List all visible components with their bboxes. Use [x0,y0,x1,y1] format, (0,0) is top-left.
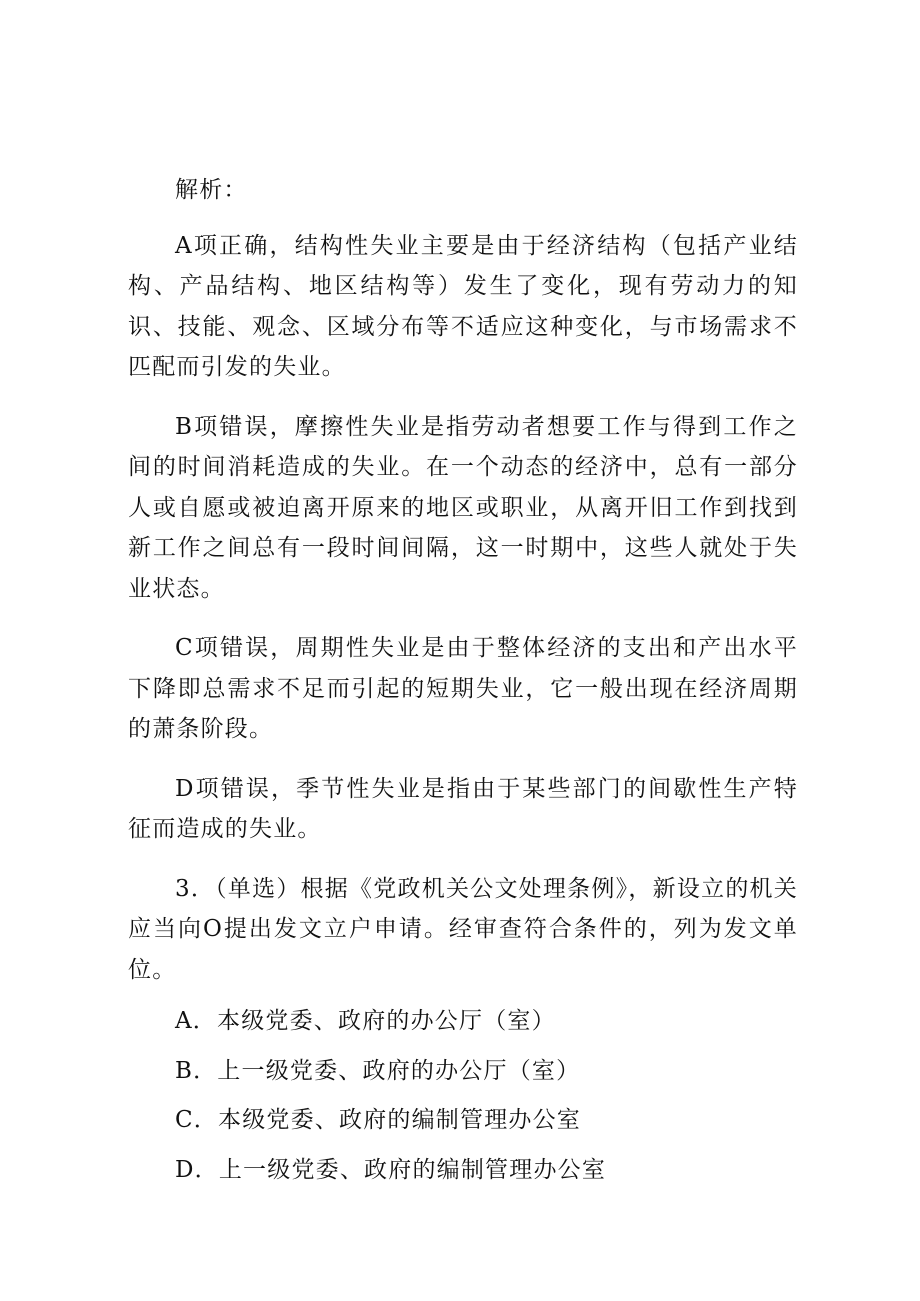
analysis-option-c: C项错误，周期性失业是由于整体经济的支出和产出水平下降即总需求不足而引起的短期失业，它一般出现在经济周期的萧条阶段。 [128,635,798,742]
analysis-option-a: A项正确，结构性失业主要是由于经济结构（包括产业结构、产品结构、地区结构等）发生了变化，现有劳动力的知识、技能、观念、区域分布等不适应这种变化，与市场需求不匹配而引发的失业。 [128,232,798,380]
question-3-stem: 3．（单选）根据《党政机关公文处理条例》，新设立的机关应当向O提出发文立户申请。经审查符合条件的，列为发文单位。 [128,875,798,983]
question-option-a: A．本级党委、政府的办公厅（室） [175,1008,556,1034]
question-option-d: D．上一级党委、政府的编制管理办公室 [175,1156,607,1183]
analysis-heading: 解析： [175,177,248,203]
question-option-c: C．本级党委、政府的编制管理办公室 [175,1107,581,1133]
document-content [128,170,798,1199]
analysis-option-d: D项错误，季节性失业是指由于某些部门的间歇性生产特征而造成的失业。 [128,775,798,842]
question-option-b: B．上一级党委、政府的办公厅（室） [175,1057,581,1084]
analysis-option-b: B项错误，摩擦性失业是指劳动者想要工作与得到工作之间的时间消耗造成的失业。在一个动态的经济中，总有一部分人或自愿或被迫离开原来的地区或职业，从离开旧工作到找到新工作之间总有一段时间间隔，这一时期中，这些人就处于失业状态。 [128,413,798,602]
